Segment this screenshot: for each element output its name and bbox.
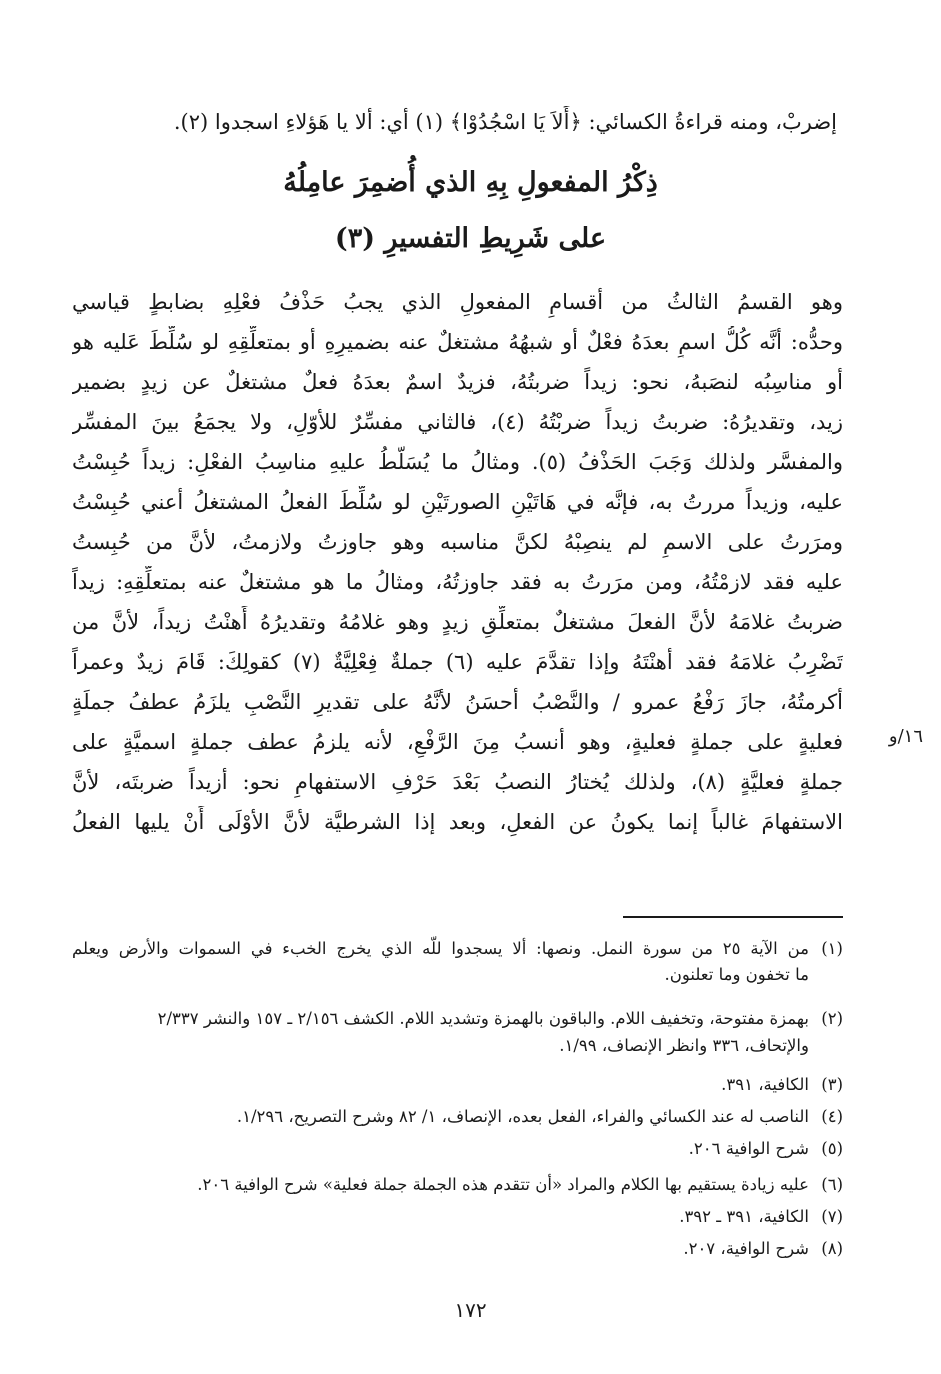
body-line: عليه فقد لازمْتُهُ، ومن مرَرتُ به فقد جاوزتُهُ، ومثالُ ما هو مشتغلٌ عنه بمتعلِّقِهِ: زيداً [72, 570, 843, 594]
footnote-5 [72, 1136, 843, 1162]
footnote-number: (٧) [821, 1207, 843, 1226]
body-line: والمفسَّر ولذلك وَجَبَ الحَذْفُ (٥). ومثالُ ما يُسَلَّطُ عليهِ مناسِبُ الفعْلِ: زيداً حُبِسْتُ [72, 450, 843, 474]
footnote-1 [72, 936, 843, 962]
footnote-text: شرح الوافية، ٢٠٧. [683, 1239, 809, 1258]
body-line: عليه، وزيداً مررتُ به، فإنَّه في هَاتَيْنِ الصورتَيْنِ لو سُلِّطَ الفعلُ المشتغلُ أعني حُبِسْتُ [72, 490, 843, 514]
footnote-text: الكافية، ٣٩١ ـ ٣٩٢. [679, 1207, 809, 1226]
body-line: أكرمتُهُ، جازَ رَفْعُ عمرو / والنَّصْبُ أحسَنُ لأنَّهُ على تقديرِ النَّصْبِ يلزَمُ عطفُ جملَةٍ [72, 690, 843, 714]
footnote-text: من الآية ٢٥ من سورة النمل. ونصها: ألا يسجدوا للّه الذي يخرج الخبء في السموات والأرض ويعلم [72, 939, 809, 958]
top-text-line: إضربْ، ومنه قراءةُ الكسائي: ﴿أَلاَ يَا اسْجُدُوْا﴾ (١) أي: ألا يا هَؤلاءِ اسجدوا (٢). [173, 110, 837, 134]
footnote-separator [623, 916, 843, 918]
section-heading-line-2: على شَرِيطِ التفسيرِ (٣) [334, 223, 607, 254]
footnote-number: (١) [821, 939, 843, 958]
footnote-text: بهمزة مفتوحة، وتخفيف اللام. والباقون بالهمزة وتشديد اللام. الكشف ٢/١٥٦ ـ ١٥٧ والنشر ٢/٣٣٧ [157, 1009, 809, 1028]
footnote-number: (٦) [821, 1175, 843, 1194]
body-line: تَضْرِبُ غلامَهُ فقد أهنْتَهُ وإذا تقدَّمَ عليه (٦) جملةٌ فِعْلِيَّةٌ (٧) كقولِكَ: قَامَ زيدٌ وعمراً [72, 650, 843, 674]
section-heading-line-1: ذِكْرُ المفعولِ بِهِ الذي أُضمِرَ عامِلُهُ [283, 167, 658, 198]
body-line: ومرَرتُ على الاسمِ لم ينصِبْهُ لكنَّ مناسبه وهو جاوزتُ ولازمتُ، لأنَّ من حُبِستُ [72, 530, 843, 554]
body-line: زيد، وتقديرُهُ: ضربتُ زيداً ضربْتُهُ (٤)، فالثاني مفسِّرٌ للأوّلِ، ولا يجمَعُ بينَ المفسِّر [72, 410, 843, 434]
body-line: وهو القسمُ الثالثُ من أقسامِ المفعولِ الذي يجبُ حَذْفُ فعْلِهِ بضابطٍ قياسي [72, 290, 843, 314]
footnote-2 [72, 1006, 843, 1032]
footnote-text: شرح الوافية ٢٠٦. [688, 1139, 809, 1158]
footnote-number: (٨) [821, 1239, 843, 1258]
footnote-number: (٢) [821, 1009, 843, 1028]
footnote-number: (٥) [821, 1139, 843, 1158]
body-line: وحدُّه: أنَّه كُلُّ اسمٍ بعدَهُ فعْلٌ أو شبهُهُ مشتغلٌ عنه بضميرِهِ أو بمتعلِّقِهِ لو سُلِّطَ عَليه هو [72, 330, 843, 354]
body-line: فعليةٍ على جملةٍ فعليةٍ، وهو أنسبُ مِنَ الرَّفْعِ، لأنه يلزمُ عطف جملةٍ اسميَّةٍ على [72, 730, 843, 754]
footnote-text: الكافية، ٣٩١. [721, 1075, 809, 1094]
body-line: ضربتُ غلامَهُ لأنَّ الفعلَ مشتغلٌ بمتعلِّقِ زيدٍ وهو غلامُهُ وتقديرُهُ أَهنْتُ زيداً، لأنَّ من [72, 610, 843, 634]
footnote-4 [72, 1104, 843, 1130]
footnote-number: (٣) [821, 1075, 843, 1094]
body-line: الاستفهامَ غالباً إنما يكونُ عن الفعلِ، وبعد إذا الشرطيَّة لأنَّ الأوْلَى أَنْ يليها الفعلُ [72, 810, 843, 834]
footnote-3 [72, 1072, 843, 1098]
manuscript-folio-note: ١٦/و [888, 726, 923, 747]
footnote-text: الناصب له عند الكسائي والفراء، الفعل بعده، الإنصاف، ١/ ٨٢ وشرح التصريح، ١/٢٩٦. [236, 1107, 809, 1126]
footnote-2-continuation: والإتحاف، ٣٣٦ وانظر الإنصاف، ١/٩٩. [559, 1036, 809, 1055]
page-number: ١٧٢ [454, 1298, 487, 1322]
footnote-8 [72, 1236, 843, 1262]
footnote-1-continuation: ما تخفون وما تعلنون. [664, 965, 809, 984]
body-line: جملةٍ فعليَّةٍ (٨)، ولذلك يُختارُ النصبُ بَعْدَ حَرْفِ الاستفهامِ نحو: أزيداً ضربتَه، لأنَّ [72, 770, 843, 794]
body-line: أو مناسِبُه لنصَبهُ، نحو: زيداً ضربتُهُ، فزيدٌ اسمٌ بعدَهُ فعلٌ مشتغلٌ عن زيدٍ بضمير [72, 370, 843, 394]
footnote-number: (٤) [821, 1107, 843, 1126]
footnote-text: عليه زيادة يستقيم بها الكلام والمراد «أن تتقدم هذه الجملة جملة فعلية» شرح الوافية ٢٠٦. [197, 1175, 809, 1194]
footnote-7 [72, 1204, 843, 1230]
footnote-6 [72, 1172, 843, 1198]
